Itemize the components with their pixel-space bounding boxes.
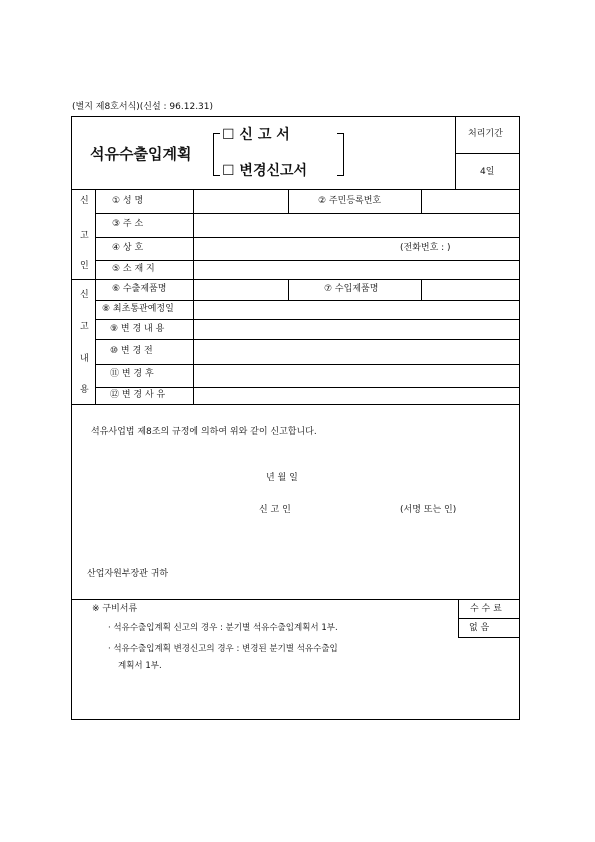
side-label-content-3: 내: [80, 354, 89, 364]
import-product-label: ⑦ 수입제품명: [324, 284, 379, 294]
trade-name-label: ④ 상 호: [112, 243, 144, 253]
side-label-content-1: 신: [80, 290, 89, 300]
side-label-content-4: 용: [80, 385, 89, 395]
import-product-field[interactable]: [423, 281, 518, 299]
change-detail-field[interactable]: [195, 321, 518, 338]
phone-label: (전화번호 : ): [400, 243, 451, 253]
address-field[interactable]: [195, 215, 518, 235]
right-bracket: [337, 133, 344, 176]
side-label-reporter-3: 인: [80, 261, 89, 271]
form-header-note: (별지 제8호서식)(신설 : 96.12.31): [72, 102, 214, 112]
reporter-signature-label: 신 고 인: [259, 505, 291, 515]
address-label: ③ 주 소: [112, 219, 144, 229]
resident-number-label: ② 주민등록번호: [318, 196, 382, 206]
location-field[interactable]: [195, 262, 518, 278]
change-detail-label: ⑨ 변 경 내 용: [110, 324, 165, 334]
signature-note: (서명 또는 인): [400, 505, 457, 515]
option-change-checkbox[interactable]: ☐ 변경신고서: [222, 163, 308, 179]
side-label-reporter-1: 신: [80, 196, 89, 206]
trade-name-field[interactable]: [195, 239, 395, 258]
processing-period-label: 처리기간: [468, 129, 503, 139]
documents-item-2-line-1: · 석유수출입계획 변경신고의 경우 : 변경된 분기별 석유수출입: [108, 644, 338, 654]
change-reason-label: ⑫ 변 경 사 유: [110, 390, 166, 400]
export-product-field[interactable]: [195, 281, 286, 299]
change-reason-field[interactable]: [195, 389, 518, 403]
processing-period-value: 4일: [480, 167, 495, 177]
form-title: 석유수출입계획: [90, 145, 192, 163]
location-label: ⑤ 소 재 지: [112, 264, 155, 274]
after-change-field[interactable]: [195, 366, 518, 386]
documents-item-1: · 석유수출입계획 신고의 경우 : 분기별 석유수출입계획서 1부.: [108, 623, 338, 633]
name-field[interactable]: [195, 191, 286, 211]
fee-value: 없 음: [469, 623, 490, 633]
left-bracket: [213, 133, 220, 176]
name-label: ① 성 명: [112, 196, 144, 206]
export-product-label: ⑥ 수출제품명: [112, 284, 167, 294]
first-customs-date-label: ⑧ 최초통관예정일: [102, 304, 174, 314]
before-change-label: ⑩ 변 경 전: [110, 346, 153, 356]
fee-label: 수 수 료: [470, 604, 502, 614]
first-customs-date-field[interactable]: [195, 302, 518, 318]
side-label-content-2: 고: [80, 322, 89, 332]
after-change-label: ⑪ 변 경 후: [110, 369, 154, 379]
side-label-reporter-2: 고: [80, 231, 89, 241]
before-change-field[interactable]: [195, 341, 518, 363]
option-report-checkbox[interactable]: ☐ 신 고 서: [222, 127, 290, 143]
declaration-date-line: 년 월 일: [266, 473, 298, 483]
documents-heading: ※ 구비서류: [92, 604, 138, 614]
resident-number-field[interactable]: [423, 191, 518, 211]
signature-field[interactable]: [310, 502, 395, 518]
declaration-statement: 석유사업법 제8조의 규정에 의하여 위와 같이 신고합니다.: [91, 427, 317, 437]
documents-item-2-line-2: 계획서 1부.: [118, 661, 162, 671]
addressee: 산업자원부장관 귀하: [87, 569, 169, 579]
